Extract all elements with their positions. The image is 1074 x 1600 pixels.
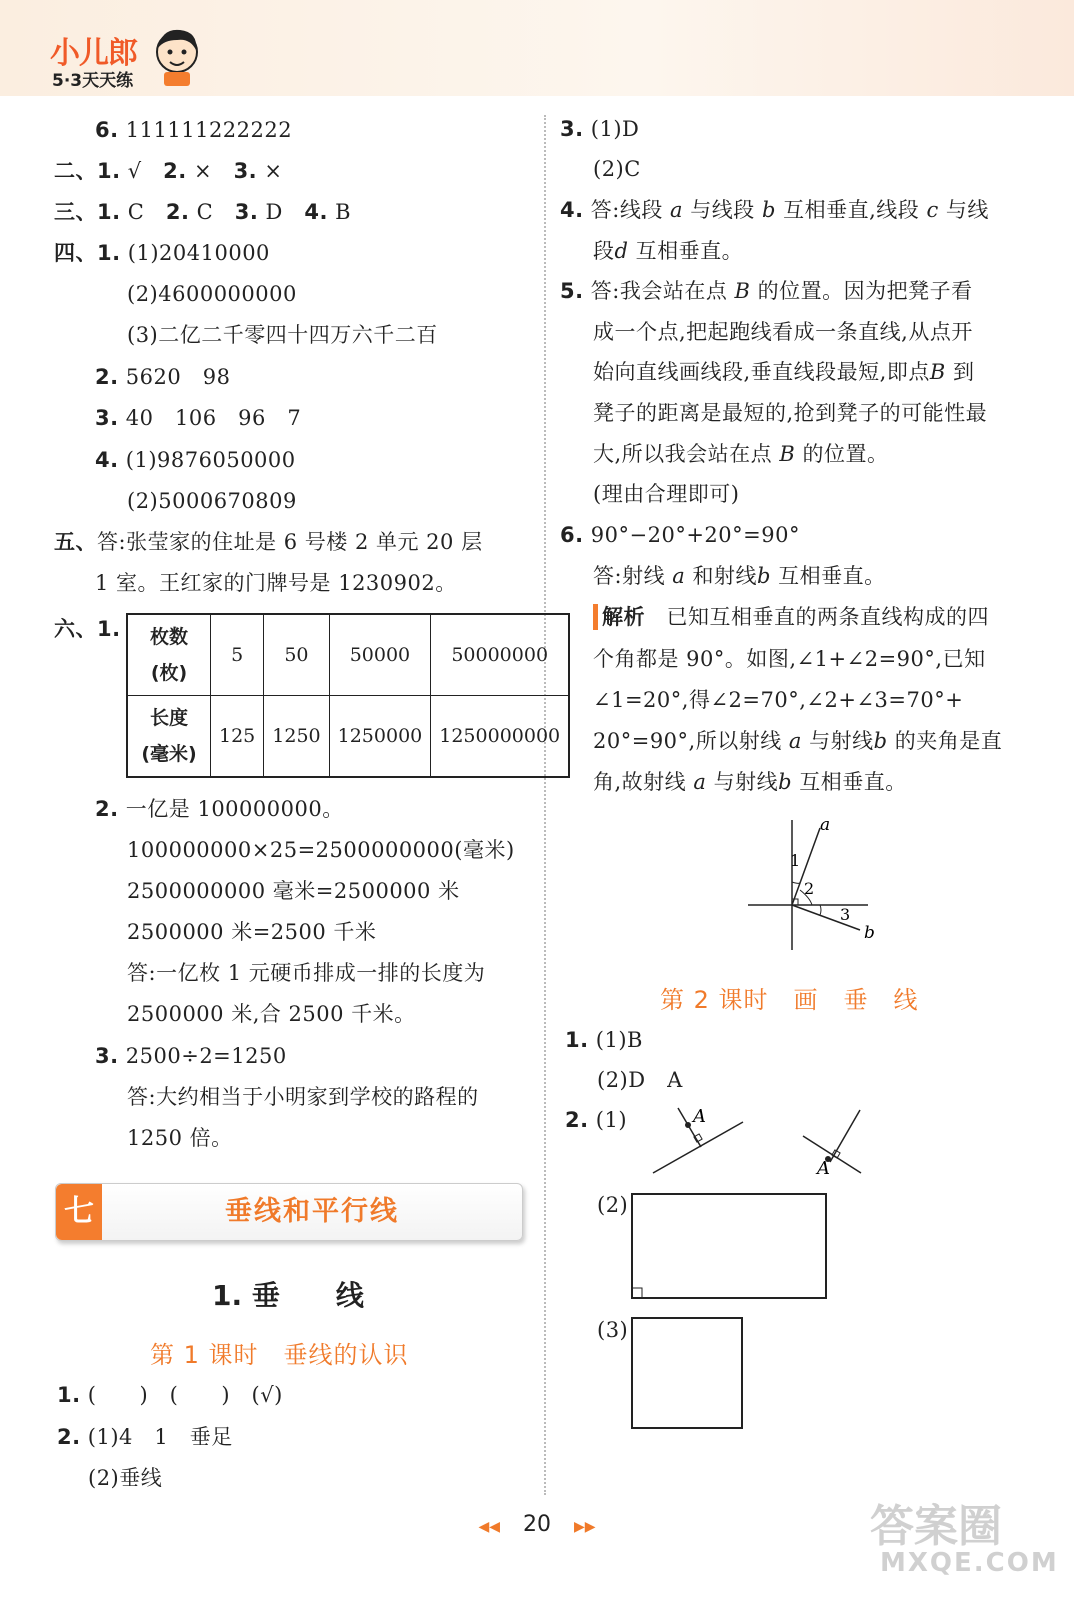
analysis-tag: 解析	[593, 604, 645, 630]
answer-line: 2. 5620 98	[95, 365, 231, 389]
fig-label: b	[864, 923, 875, 943]
fig-label: A	[693, 1106, 706, 1127]
page-number: ◀◀ 20 ▶▶	[478, 1512, 596, 1537]
answer-line: (2)	[597, 1193, 629, 1217]
answer-line: 2. (1)4 1 垂足	[57, 1425, 233, 1449]
chapter-number: 七	[56, 1184, 102, 1240]
next-arrows-icon: ▶▶	[574, 1519, 596, 1535]
answer-line: 20°=90°,所以射线 a 与射线b 的夹角是直	[593, 729, 1003, 753]
logo: 小儿郎	[50, 36, 137, 71]
perpendicular-figure	[645, 1100, 875, 1180]
answer-line: 2500000 米,合 2500 千米。	[127, 1002, 416, 1026]
count-table	[126, 613, 570, 778]
answer-line: 4. 答:线段 a 与线段 b 互相垂直,线段 c 与线	[560, 198, 989, 222]
fig-label: 3	[840, 905, 851, 924]
answer-line: 3. (1)D	[560, 117, 640, 141]
square-figure	[630, 1316, 746, 1432]
answer-line: 1 室。王红家的门牌号是 1230902。	[95, 571, 457, 595]
answer-line: 始向直线画线段,垂直线段最短,即点B 到	[593, 360, 975, 384]
answer-line: 答:射线 a 和射线b 互相垂直。	[593, 564, 886, 588]
answer-line: 大,所以我会站在点 B 的位置。	[593, 442, 889, 466]
lesson-title: 第 2 课时 画 垂 线	[660, 986, 919, 1014]
lesson-title: 第 1 课时 垂线的认识	[150, 1341, 409, 1369]
answer-line: ∠1=20°,得∠2=70°,∠2+∠3=70°+	[593, 688, 964, 712]
answer-line: 五、答:张莹家的住址是 6 号楼 2 单元 20 层	[54, 530, 483, 554]
angle-figure	[740, 810, 890, 960]
answer-line: (2)C	[593, 157, 641, 181]
answer-line: 1. ( ) ( ) (√)	[57, 1383, 283, 1407]
prev-arrows-icon: ◀◀	[478, 1519, 500, 1535]
chapter-title: 垂线和平行线	[225, 1196, 399, 1227]
answer-line: 四、1. (1)20410000	[54, 241, 270, 265]
table-cell: 1250000	[329, 696, 431, 778]
watermark-url: MXQE.COM	[880, 1548, 1059, 1578]
logo-subtitle: 5·3天天练	[52, 71, 134, 91]
watermark: 答案圈	[870, 1501, 1002, 1552]
answer-line: 段d 互相垂直。	[593, 239, 744, 263]
answer-line: (3)二亿二千零四十四万六千二百	[127, 323, 438, 347]
fig-label: 1	[790, 851, 801, 870]
table-cell: 50000000	[431, 614, 569, 696]
answer-line: 6. 90°−20°+20°=90°	[560, 523, 800, 547]
chapter-banner	[55, 1183, 523, 1241]
answer-line: (2)垂线	[88, 1466, 163, 1490]
answer-line: (2)4600000000	[127, 282, 297, 306]
answer-line: 答:大约相当于小明家到学校的路程的	[127, 1085, 479, 1109]
answer-line: 二、1. √ 2. × 3. ×	[54, 159, 283, 183]
answer-line: 2500000000 毫米=2500000 米	[127, 879, 460, 903]
answer-line: (3)	[597, 1318, 629, 1342]
table-row	[127, 614, 569, 696]
mascot-icon	[150, 22, 204, 88]
fig-label: 2	[804, 879, 815, 898]
table-header: 枚数 (枚)	[127, 614, 211, 696]
fig-label: A	[817, 1158, 830, 1179]
answer-line: 成一个点,把起跑线看成一条直线,从点开	[593, 320, 973, 344]
answer-line: 2. 一亿是 100000000。	[95, 797, 344, 821]
answer-line: 2500000 米=2500 千米	[127, 920, 377, 944]
table-header: 长度 (毫米)	[127, 696, 211, 778]
answer-line: 六、1.	[54, 617, 121, 641]
answer-line: 个角都是 90°。如图,∠1+∠2=90°,已知	[593, 647, 986, 671]
table-cell: 50000	[329, 614, 431, 696]
table-cell: 1250000000	[431, 696, 569, 778]
table-cell: 5	[211, 614, 264, 696]
answer-line: 凳子的距离是最短的,抢到凳子的可能性最	[593, 401, 988, 425]
answer-line: 6. 111111222222	[95, 118, 293, 142]
section-title: 1. 垂 线	[212, 1279, 364, 1312]
table-cell: 125	[211, 696, 264, 778]
answer-line: 2. (1)	[565, 1108, 628, 1132]
answer-line: 4. (1)9876050000	[95, 448, 296, 472]
answer-line: 100000000×25=2500000000(毫米)	[127, 838, 515, 862]
answer-line: 3. 2500÷2=1250	[95, 1044, 287, 1068]
answer-line: (2)5000670809	[127, 489, 297, 513]
answer-line: 1. (1)B	[565, 1028, 643, 1052]
table-cell: 1250	[264, 696, 329, 778]
answer-line: 解析 已知互相垂直的两条直线构成的四	[593, 604, 989, 630]
table-row	[127, 696, 569, 778]
column-divider	[544, 115, 546, 1495]
answer-line: 5. 答:我会站在点 B 的位置。因为把凳子看	[560, 279, 973, 303]
rectangle-figure	[630, 1192, 830, 1302]
table-cell: 50	[264, 614, 329, 696]
answer-line: 三、1. C 2. C 3. D 4. B	[54, 200, 352, 224]
answer-line: (理由合理即可)	[593, 482, 740, 506]
answer-line: 3. 40 106 96 7	[95, 406, 302, 430]
answer-line: 1250 倍。	[127, 1126, 233, 1150]
answer-line: 角,故射线 a 与射线b 互相垂直。	[593, 770, 907, 794]
answer-line: 答:一亿枚 1 元硬币排成一排的长度为	[127, 961, 486, 985]
answer-line: (2)D A	[597, 1068, 683, 1092]
fig-label: a	[820, 815, 831, 835]
